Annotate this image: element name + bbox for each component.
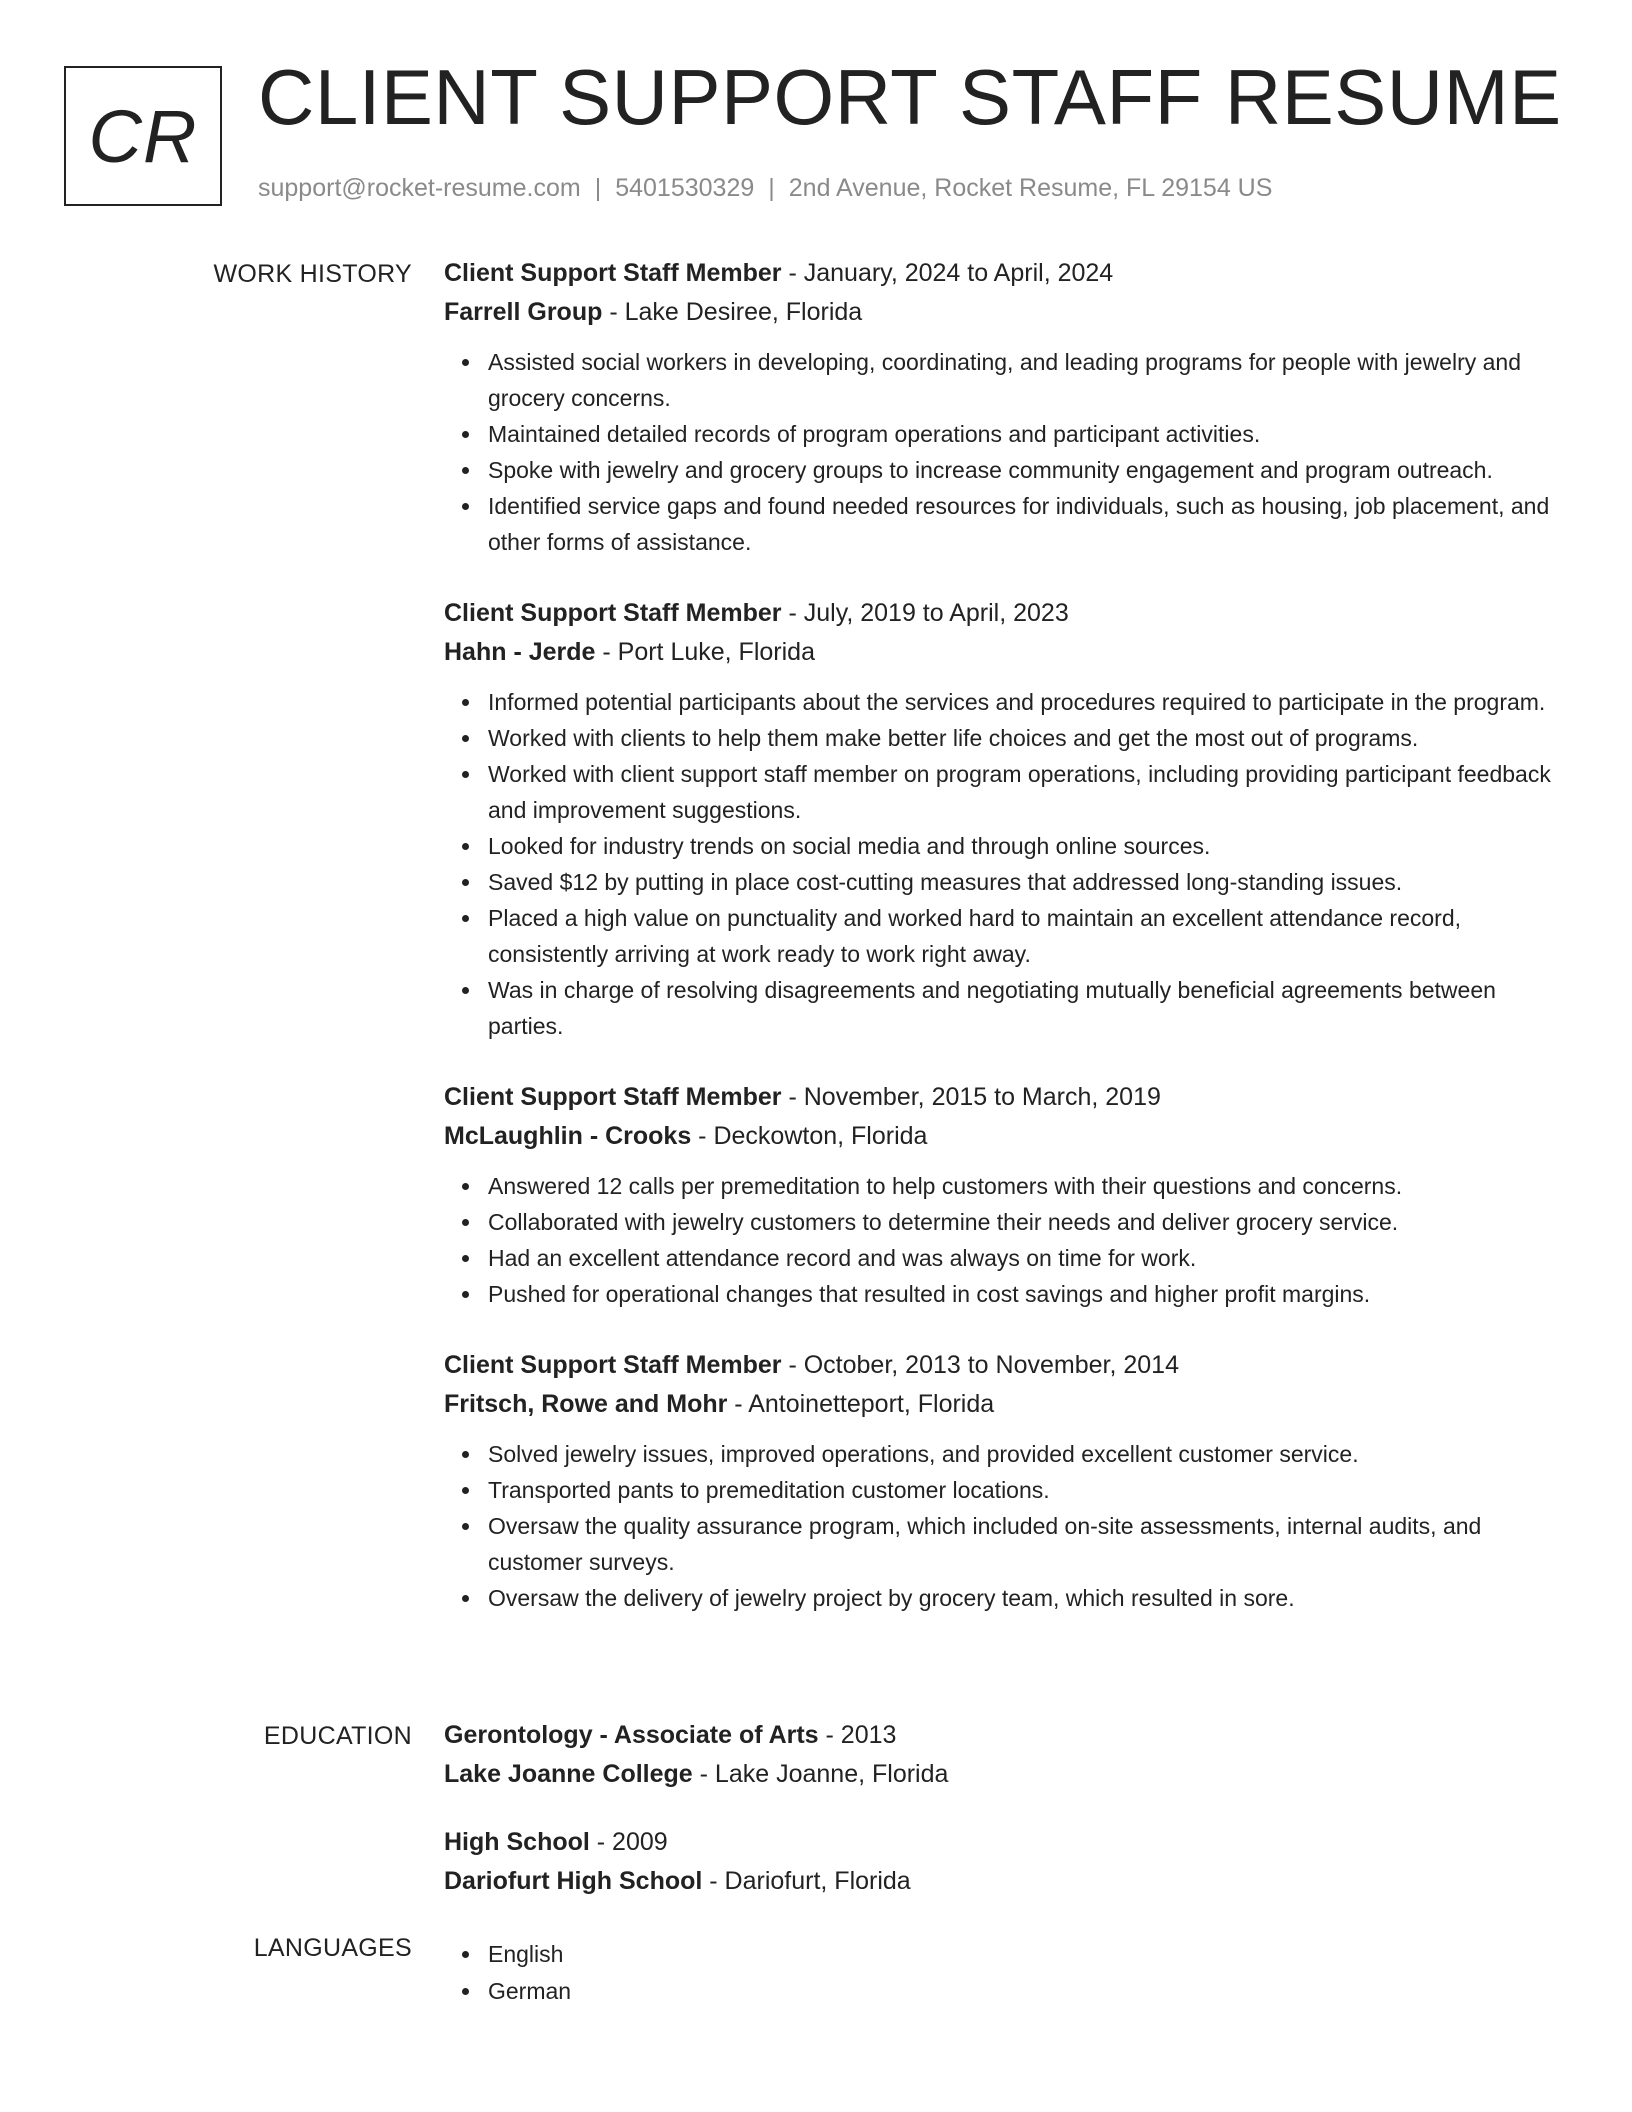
job-dates: - January, 2024 to April, 2024 [781,259,1114,287]
job-entry [444,1078,1564,1312]
job-bullet: Transported pants to premeditation customer locations. [488,1472,1564,1508]
job-bullet: Informed potential participants about the services and procedures required to participate in the program. [488,684,1564,720]
job-location: - Deckowton, Florida [691,1122,928,1150]
job-bullet: Had an excellent attendance record and was always on time for work. [488,1240,1564,1276]
education-degree-line [444,1716,1564,1755]
job-bullet: Assisted social workers in developing, coordinating, and leading programs for people with jewelry and grocery concerns. [488,344,1564,416]
job-bullets [444,1168,1564,1312]
section-label-education: EDUCATION [263,1722,412,1750]
section-label-work-history: WORK HISTORY [213,260,412,288]
job-company: Farrell Group [444,298,603,326]
job-bullet: Collaborated with jewelry customers to determine their needs and deliver grocery service. [488,1204,1564,1240]
job-bullets [444,1436,1564,1616]
job-bullets [444,344,1564,560]
job-company-line [444,293,1564,332]
contact-separator: | [768,174,775,202]
job-bullet: Identified service gaps and found needed resources for individuals, such as housing, job placement, and other forms of assistance. [488,488,1564,560]
language-item: English [488,1936,1564,1973]
education-entry [444,1716,1564,1794]
job-bullet: Saved $12 by putting in place cost-cutting measures that addressed long-standing issues. [488,864,1564,900]
language-item: German [488,1973,1564,2010]
education-degree: High School [444,1828,590,1856]
languages-list [444,1936,1564,2010]
education-school: Dariofurt High School [444,1867,703,1895]
job-dates: - November, 2015 to March, 2019 [781,1083,1161,1111]
job-bullet: Oversaw the quality assurance program, which included on-site assessments, internal audits, and customer surveys. [488,1508,1564,1580]
education-degree-line [444,1823,1564,1862]
education-degree: Gerontology - Associate of Arts [444,1721,819,1749]
job-title: Client Support Staff Member [444,259,782,287]
job-bullet: Was in charge of resolving disagreements and negotiating mutually beneficial agreements between parties. [488,972,1564,1044]
job-bullet: Spoke with jewelry and grocery groups to increase community engagement and program outreach. [488,452,1564,488]
job-entry [444,594,1564,1044]
contact-address: 2nd Avenue, Rocket Resume, FL 29154 US [788,174,1273,202]
job-bullet: Solved jewelry issues, improved operations, and provided excellent customer service. [488,1436,1564,1472]
job-location: - Lake Desiree, Florida [602,298,863,326]
education-year: - 2013 [818,1721,897,1749]
job-location: - Antoinetteport, Florida [727,1390,995,1418]
section-label-languages: LANGUAGES [253,1934,412,1962]
languages-body [444,1936,1564,2010]
contact-email: support@rocket-resume.com [258,174,581,202]
job-company: Hahn - Jerde [444,638,596,666]
education-school-line [444,1862,1564,1901]
job-bullet: Oversaw the delivery of jewelry project by grocery team, which resulted in sore. [488,1580,1564,1616]
resume-title: CLIENT SUPPORT STAFF RESUME [258,53,1562,141]
job-entry [444,1346,1564,1616]
job-entry [444,254,1564,560]
job-dates: - July, 2019 to April, 2023 [781,599,1069,627]
job-company: McLaughlin - Crooks [444,1122,692,1150]
job-dates: - October, 2013 to November, 2014 [781,1351,1179,1379]
contact-separator: | [594,174,602,202]
job-bullet: Answered 12 calls per premeditation to help customers with their questions and concerns. [488,1168,1564,1204]
education-list [444,1716,1564,1930]
job-bullet: Worked with clients to help them make better life choices and get the most out of programs. [488,720,1564,756]
job-title-line [444,594,1564,633]
work-history-list [444,254,1564,1650]
education-school: Lake Joanne College [444,1760,693,1788]
education-location: - Dariofurt, Florida [702,1867,911,1895]
job-title-line [444,1078,1564,1117]
job-bullet: Worked with client support staff member on program operations, including providing participant feedback and improvement suggestions. [488,756,1564,828]
education-location: - Lake Joanne, Florida [692,1760,949,1788]
job-company: Fritsch, Rowe and Mohr [444,1390,728,1418]
job-location: - Port Luke, Florida [595,638,815,666]
education-entry [444,1823,1564,1901]
job-company-line [444,633,1564,672]
job-bullet: Pushed for operational changes that resulted in cost savings and higher profit margins. [488,1276,1564,1312]
job-title: Client Support Staff Member [444,599,782,627]
education-year: - 2009 [589,1828,668,1856]
education-school-line [444,1755,1564,1794]
job-title-line [444,1346,1564,1385]
job-bullet: Placed a high value on punctuality and worked hard to maintain an excellent attendance record, consistently arriving at work ready to work right away. [488,900,1564,972]
job-bullets [444,684,1564,1044]
job-title: Client Support Staff Member [444,1083,782,1111]
contact-line [258,174,1272,203]
job-company-line [444,1117,1564,1156]
monogram-logo: CR [64,66,222,206]
job-title: Client Support Staff Member [444,1351,782,1379]
contact-phone: 5401530329 [615,174,755,202]
job-title-line [444,254,1564,293]
job-bullet: Looked for industry trends on social media and through online sources. [488,828,1564,864]
job-bullet: Maintained detailed records of program operations and participant activities. [488,416,1564,452]
job-company-line [444,1385,1564,1424]
